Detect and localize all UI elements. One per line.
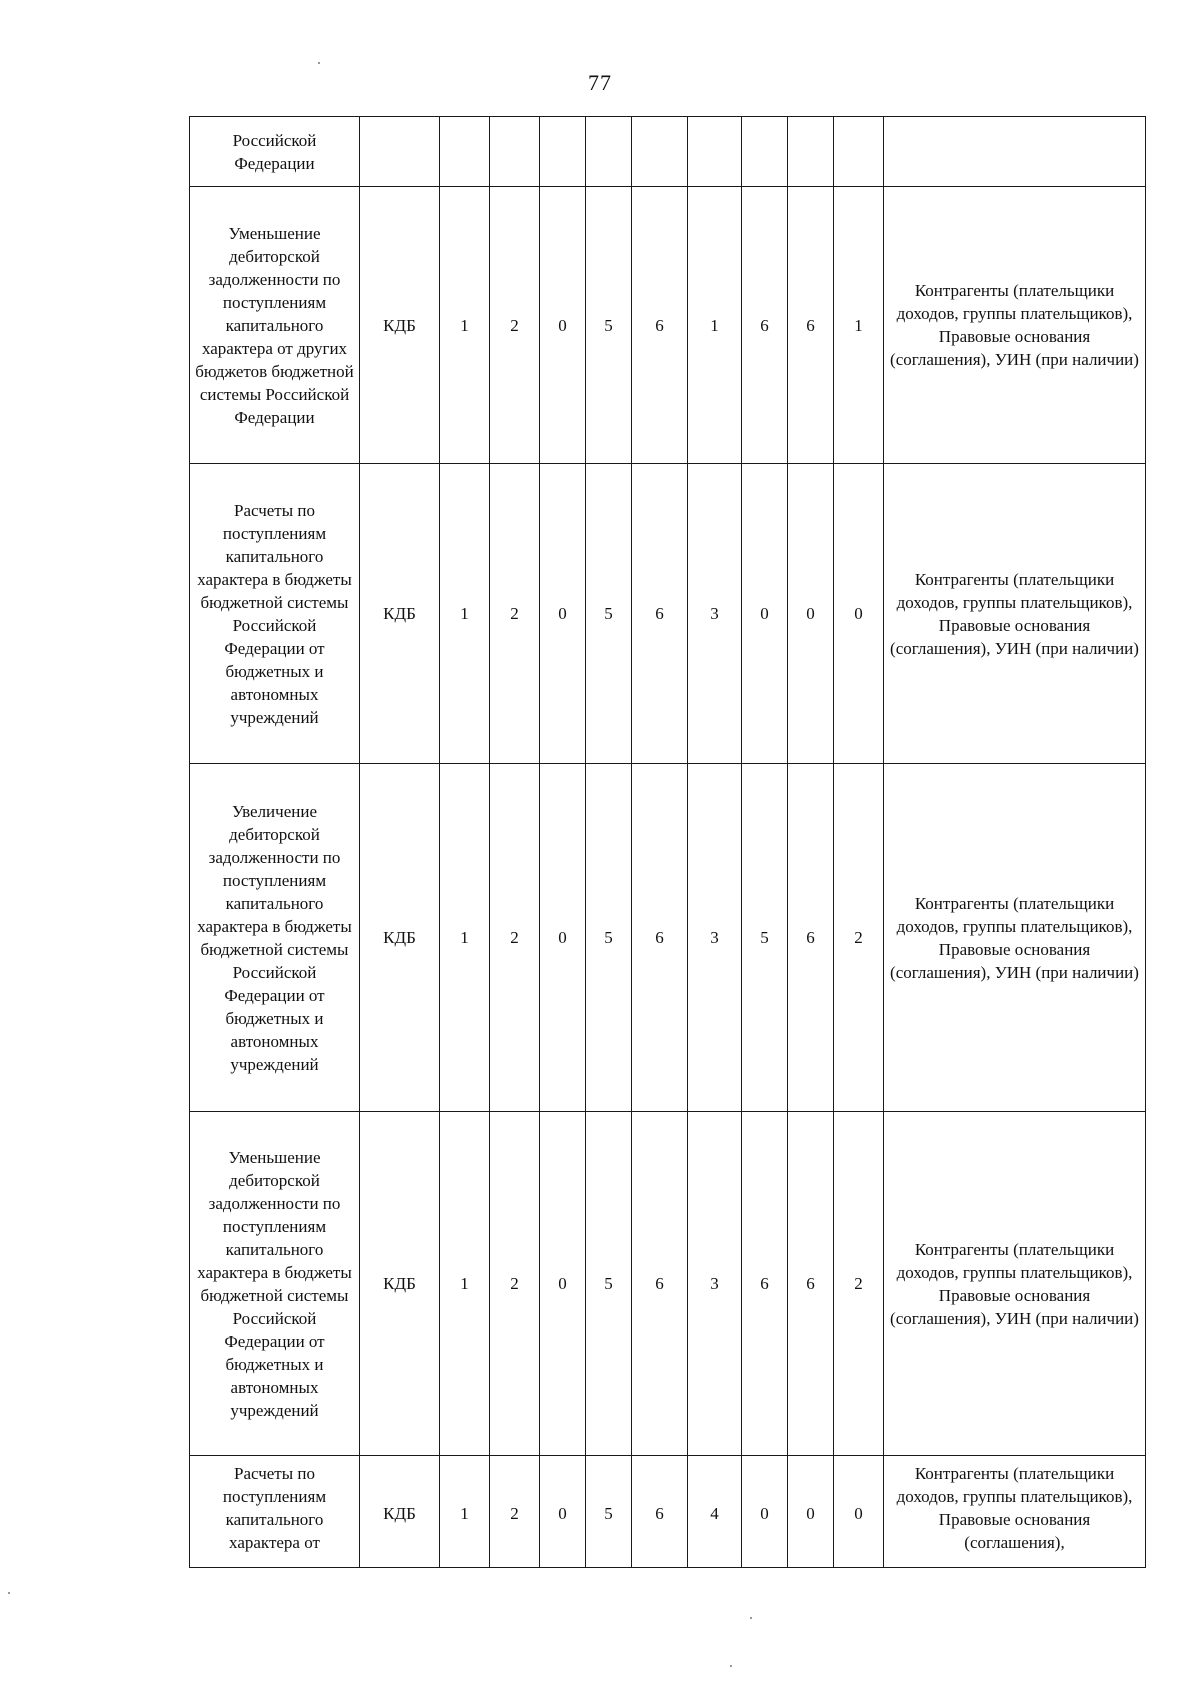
code-digit-2: 2 bbox=[490, 764, 540, 1112]
code-digit-4: 5 bbox=[586, 1456, 632, 1568]
code-digit-8: 6 bbox=[788, 1112, 834, 1456]
code-digit-3: 0 bbox=[540, 1456, 586, 1568]
code-digit-2: 2 bbox=[490, 1456, 540, 1568]
table-row bbox=[190, 117, 1146, 187]
code-digit-6: 1 bbox=[688, 187, 742, 464]
page-number: 77 bbox=[588, 70, 612, 95]
code-digit-7: 0 bbox=[742, 464, 788, 764]
code-digit-4: 5 bbox=[586, 187, 632, 464]
code-digit-9: 2 bbox=[834, 764, 884, 1112]
code-digit-1: 1 bbox=[440, 1112, 490, 1456]
row-code-cell: КДБ bbox=[360, 1112, 440, 1456]
code-digit-5: 6 bbox=[632, 187, 688, 464]
code-digit-6: 3 bbox=[688, 1112, 742, 1456]
code-digit-4: 5 bbox=[586, 764, 632, 1112]
code-digit-8: 0 bbox=[788, 1456, 834, 1568]
row-basis-cell: Контрагенты (плательщики доходов, группы плательщиков), Правовые основания (соглашения), УИН (при наличии) bbox=[884, 764, 1146, 1112]
row-name-cell: Российской Федерации bbox=[190, 117, 360, 187]
code-digit-1: 1 bbox=[440, 187, 490, 464]
code-digit-4: 5 bbox=[586, 1112, 632, 1456]
row-code-cell bbox=[360, 117, 440, 187]
code-digit-9: 0 bbox=[834, 464, 884, 764]
code-digit-6: 3 bbox=[688, 464, 742, 764]
code-digit-6 bbox=[688, 117, 742, 187]
table-row bbox=[190, 1456, 1146, 1568]
code-digit-7: 6 bbox=[742, 1112, 788, 1456]
scan-speck bbox=[730, 1665, 732, 1667]
scan-speck bbox=[318, 62, 320, 64]
code-digit-3: 0 bbox=[540, 464, 586, 764]
row-basis-cell bbox=[884, 117, 1146, 187]
code-digit-9: 2 bbox=[834, 1112, 884, 1456]
row-basis-cell: Контрагенты (плательщики доходов, группы плательщиков), Правовые основания (соглашения), УИН (при наличии) bbox=[884, 464, 1146, 764]
table-row bbox=[190, 464, 1146, 764]
code-digit-5: 6 bbox=[632, 1456, 688, 1568]
code-digit-8: 6 bbox=[788, 764, 834, 1112]
code-digit-2 bbox=[490, 117, 540, 187]
row-name-cell: Уменьшение дебиторской задолженности по поступлениям капитального характера в бюджеты бюджетной системы Российской Федерации от бюджетных и автономных учреждений bbox=[190, 1112, 360, 1456]
table-row bbox=[190, 764, 1146, 1112]
row-basis-cell: Контрагенты (плательщики доходов, группы плательщиков), Правовые основания (соглашения), bbox=[884, 1456, 1146, 1568]
code-digit-5: 6 bbox=[632, 1112, 688, 1456]
code-digit-4 bbox=[586, 117, 632, 187]
row-name-cell: Расчеты по поступлениям капитального характера в бюджеты бюджетной системы Российской Федерации от бюджетных и автономных учреждений bbox=[190, 464, 360, 764]
code-digit-6: 3 bbox=[688, 764, 742, 1112]
code-digit-9: 1 bbox=[834, 187, 884, 464]
code-digit-2: 2 bbox=[490, 464, 540, 764]
row-name-cell: Расчеты по поступлениям капитального характера от bbox=[190, 1456, 360, 1568]
code-digit-1: 1 bbox=[440, 764, 490, 1112]
row-code-cell: КДБ bbox=[360, 1456, 440, 1568]
row-basis-cell: Контрагенты (плательщики доходов, группы плательщиков), Правовые основания (соглашения), УИН (при наличии) bbox=[884, 187, 1146, 464]
code-digit-8 bbox=[788, 117, 834, 187]
code-digit-7 bbox=[742, 117, 788, 187]
code-digit-5: 6 bbox=[632, 764, 688, 1112]
code-digit-8: 0 bbox=[788, 464, 834, 764]
scan-speck bbox=[8, 1592, 10, 1594]
code-digit-7: 5 bbox=[742, 764, 788, 1112]
code-digit-3: 0 bbox=[540, 1112, 586, 1456]
row-name-cell: Увеличение дебиторской задолженности по поступлениям капитального характера в бюджеты бюджетной системы Российской Федерации от бюджетных и автономных учреждений bbox=[190, 764, 360, 1112]
code-digit-3 bbox=[540, 117, 586, 187]
code-digit-4: 5 bbox=[586, 464, 632, 764]
code-digit-2: 2 bbox=[490, 1112, 540, 1456]
code-digit-2: 2 bbox=[490, 187, 540, 464]
row-code-cell: КДБ bbox=[360, 464, 440, 764]
code-digit-8: 6 bbox=[788, 187, 834, 464]
code-digit-1: 1 bbox=[440, 464, 490, 764]
code-digit-1: 1 bbox=[440, 1456, 490, 1568]
code-digit-5: 6 bbox=[632, 464, 688, 764]
code-digit-3: 0 bbox=[540, 187, 586, 464]
table-row bbox=[190, 1112, 1146, 1456]
code-digit-9: 0 bbox=[834, 1456, 884, 1568]
accounting-table bbox=[189, 116, 1146, 1568]
code-digit-9 bbox=[834, 117, 884, 187]
code-digit-6: 4 bbox=[688, 1456, 742, 1568]
code-digit-3: 0 bbox=[540, 764, 586, 1112]
scan-speck bbox=[750, 1617, 752, 1619]
code-digit-7: 6 bbox=[742, 187, 788, 464]
row-code-cell: КДБ bbox=[360, 187, 440, 464]
code-digit-7: 0 bbox=[742, 1456, 788, 1568]
table-row bbox=[190, 187, 1146, 464]
code-digit-1 bbox=[440, 117, 490, 187]
row-name-cell: Уменьшение дебиторской задолженности по поступлениям капитального характера от других бюджетов бюджетной системы Российской Федерации bbox=[190, 187, 360, 464]
code-digit-5 bbox=[632, 117, 688, 187]
row-basis-cell: Контрагенты (плательщики доходов, группы плательщиков), Правовые основания (соглашения), УИН (при наличии) bbox=[884, 1112, 1146, 1456]
row-code-cell: КДБ bbox=[360, 764, 440, 1112]
